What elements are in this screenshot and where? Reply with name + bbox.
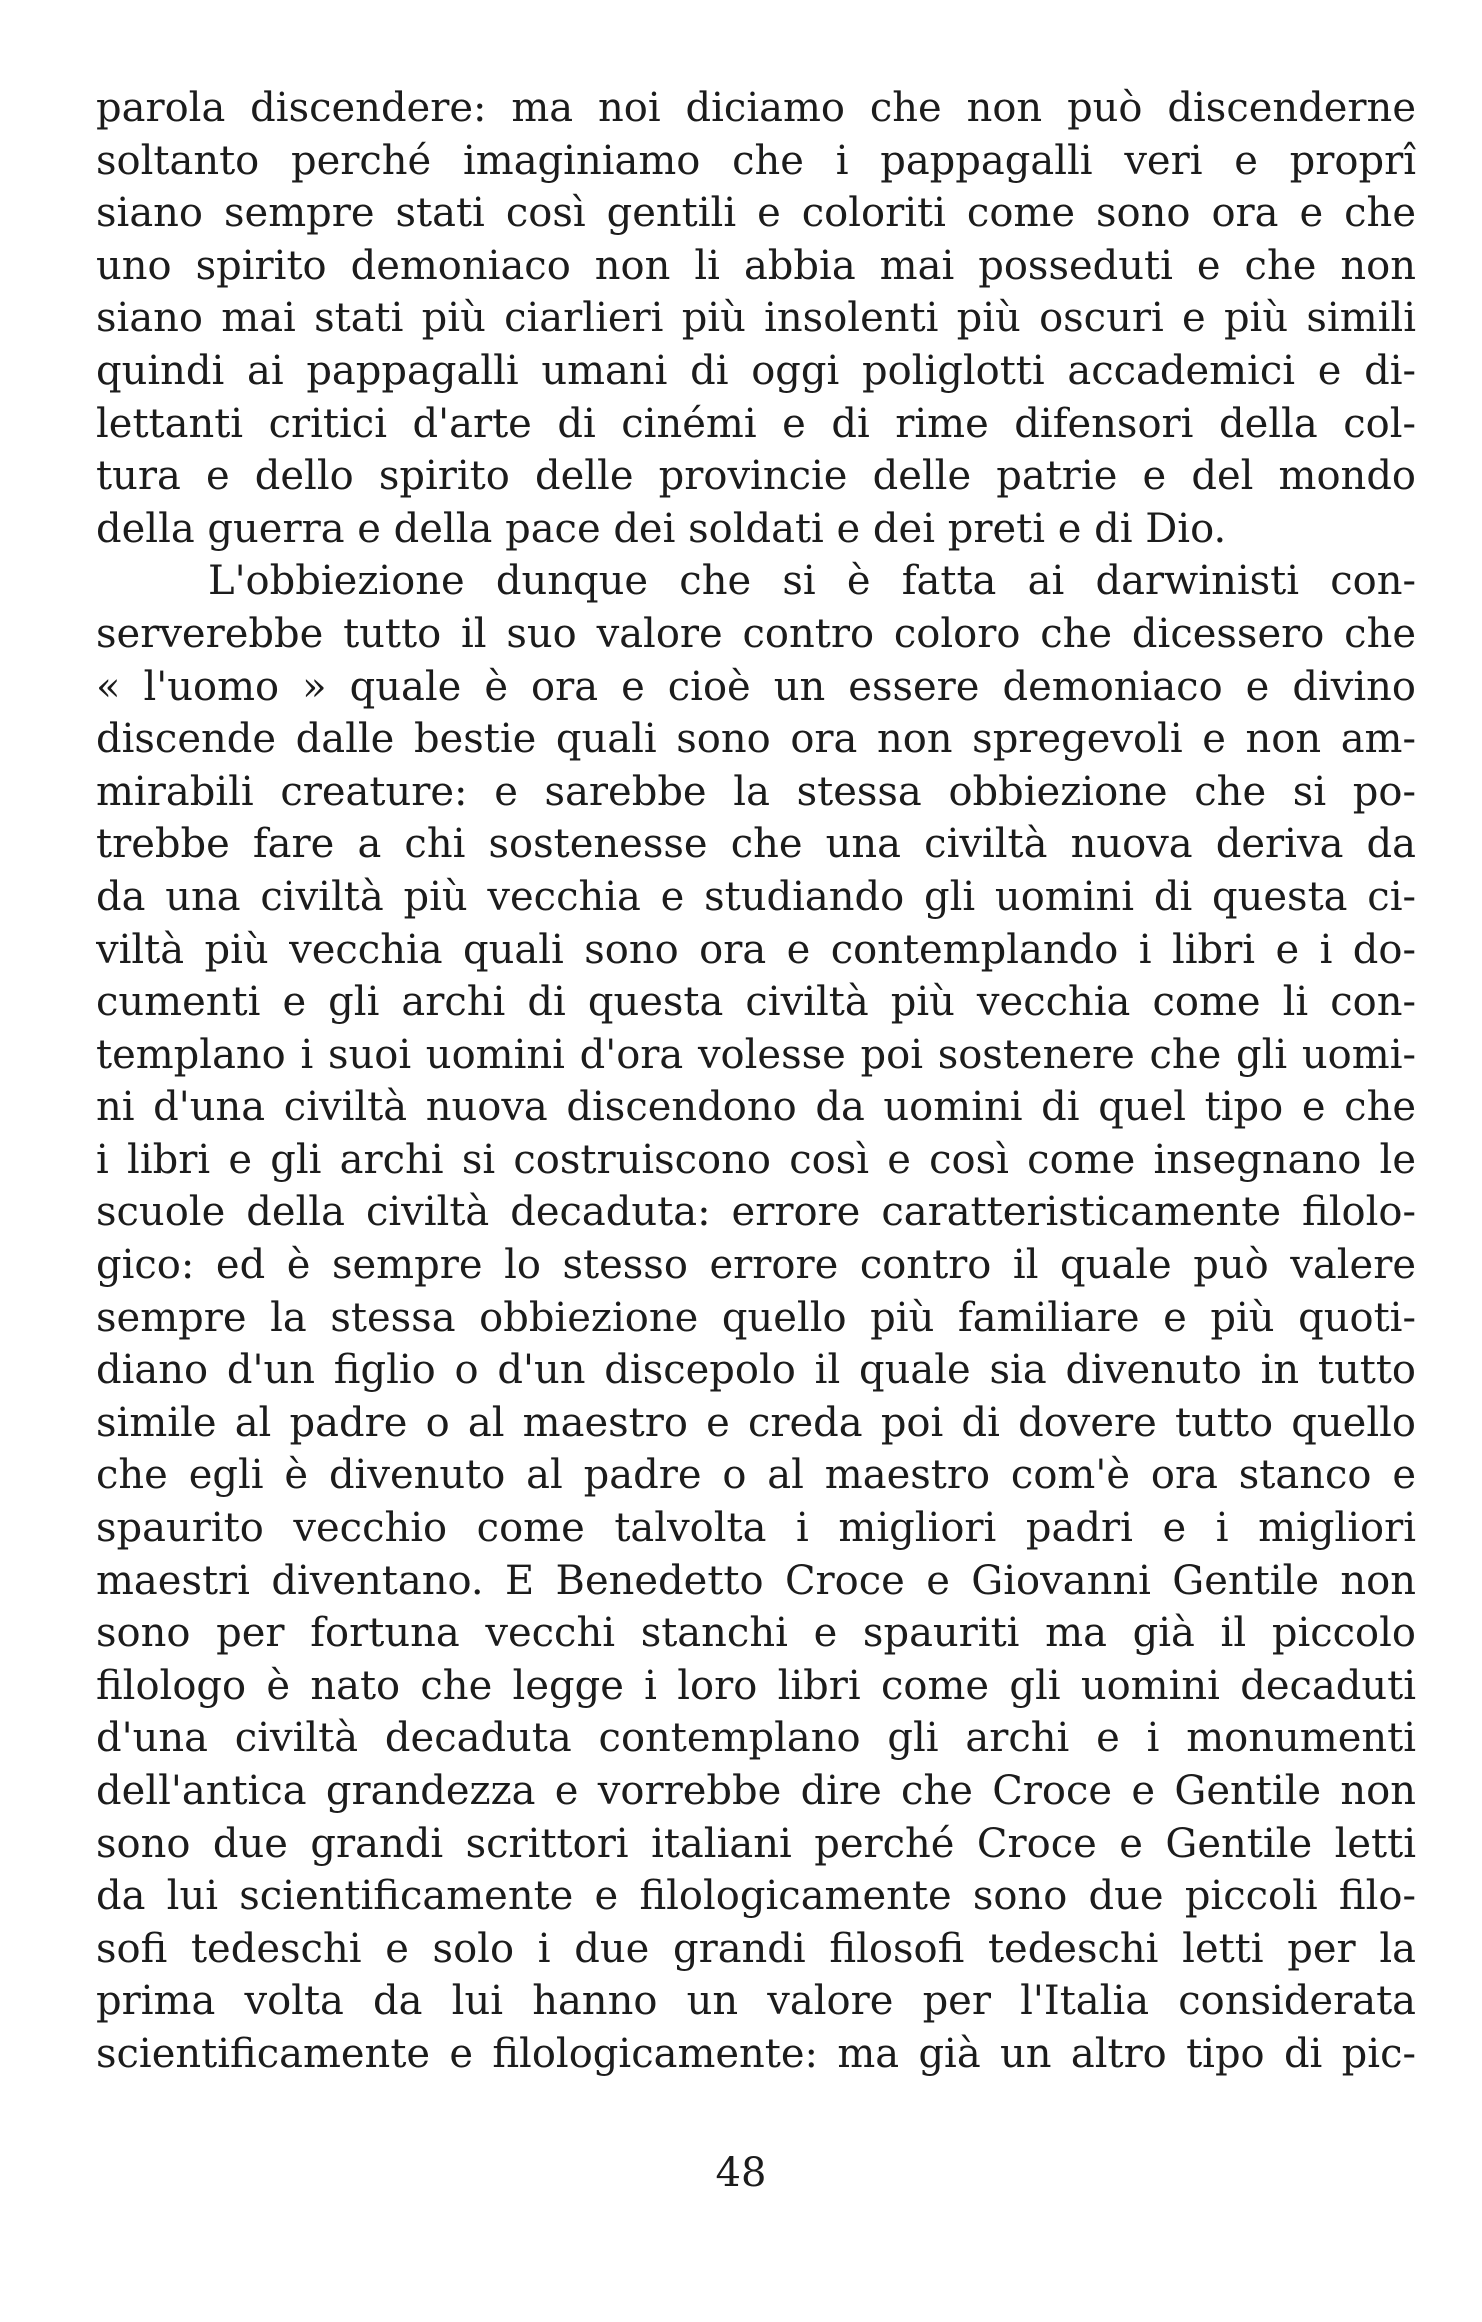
text-line: L'obbiezione dunque che si è fatta ai darwinisti con- xyxy=(208,558,1416,605)
text-line: maestri diventano. E Benedetto Croce e Giovanni Gentile non xyxy=(96,1557,1416,1604)
text-line: « l'uomo » quale è ora e cioè un essere demoniaco e divino xyxy=(96,663,1416,710)
text-line: i libri e gli archi si costruiscono così e così come insegnano le xyxy=(96,1136,1416,1183)
body-text xyxy=(96,82,1416,2081)
text-line: da una civiltà più vecchia e studiando gli uomini di questa ci- xyxy=(96,873,1416,920)
text-line: sono due grandi scrittori italiani perché Croce e Gentile letti xyxy=(96,1820,1416,1867)
text-line: uno spirito demoniaco non li abbia mai posseduti e che non xyxy=(96,242,1416,289)
text-line: quindi ai pappagalli umani di oggi poliglotti accademici e di- xyxy=(96,347,1416,394)
text-line: simile al padre o al maestro e creda poi di dovere tutto quello xyxy=(96,1399,1416,1446)
text-line: templano i suoi uomini d'ora volesse poi sostenere che gli uomi- xyxy=(96,1031,1416,1078)
text-line: scuole della civiltà decaduta: errore caratteristicamente filolo- xyxy=(96,1189,1416,1236)
text-line: diano d'un figlio o d'un discepolo il quale sia divenuto in tutto xyxy=(96,1347,1416,1394)
text-line: viltà più vecchia quali sono ora e contemplando i libri e i do- xyxy=(96,926,1416,973)
text-line: discende dalle bestie quali sono ora non spregevoli e non am- xyxy=(96,716,1416,763)
text-line: filologo è nato che legge i loro libri come gli uomini decaduti xyxy=(96,1662,1416,1709)
text-line: sofi tedeschi e solo i due grandi filosofi tedeschi letti per la xyxy=(96,1925,1416,1972)
text-line: della guerra e della pace dei soldati e dei preti e di Dio. xyxy=(96,505,1227,552)
text-line: ni d'una civiltà nuova discendono da uomini di quel tipo e che xyxy=(96,1084,1416,1131)
text-line: cumenti e gli archi di questa civiltà più vecchia come li con- xyxy=(96,979,1416,1026)
text-line: spaurito vecchio come talvolta i migliori padri e i migliori xyxy=(96,1505,1416,1552)
text-line: sempre la stessa obbiezione quello più familiare e più quoti- xyxy=(96,1294,1416,1341)
text-line: siano mai stati più ciarlieri più insolenti più oscuri e più simili xyxy=(96,295,1416,342)
text-line: parola discendere: ma noi diciamo che non può discenderne xyxy=(96,85,1416,131)
text-line: serverebbe tutto il suo valore contro coloro che dicessero che xyxy=(96,610,1416,657)
text-line: prima volta da lui hanno un valore per l'Italia considerata xyxy=(96,1978,1416,2025)
text-line: dell'antica grandezza e vorrebbe dire che Croce e Gentile non xyxy=(96,1768,1416,1814)
text-line: gico: ed è sempre lo stesso errore contro il quale può valere xyxy=(96,1242,1416,1289)
text-line: che egli è divenuto al padre o al maestro com'è ora stanco e xyxy=(96,1452,1416,1499)
text-line: soltanto perché imaginiamo che i pappagalli veri e proprî xyxy=(96,137,1416,184)
text-line: trebbe fare a chi sostenesse che una civiltà nuova deriva da xyxy=(96,821,1416,868)
page-number: 48 xyxy=(715,2150,767,2196)
text-line: d'una civiltà decaduta contemplano gli archi e i monumenti xyxy=(96,1715,1416,1762)
text-line: tura e dello spirito delle provincie delle patrie e del mondo xyxy=(96,453,1416,500)
text-line: da lui scientificamente e filologicamente sono due piccoli filo- xyxy=(96,1873,1416,1920)
text-line: lettanti critici d'arte di cinémi e di rime difensori della col- xyxy=(96,400,1416,447)
text-line: scientificamente e filologicamente: ma già un altro tipo di pic- xyxy=(96,2030,1416,2077)
text-line: siano sempre stati così gentili e coloriti come sono ora e che xyxy=(96,190,1416,237)
text-line: mirabili creature: e sarebbe la stessa obbiezione che si po- xyxy=(96,768,1416,815)
text-line: sono per fortuna vecchi stanchi e spauriti ma già il piccolo xyxy=(96,1610,1416,1657)
